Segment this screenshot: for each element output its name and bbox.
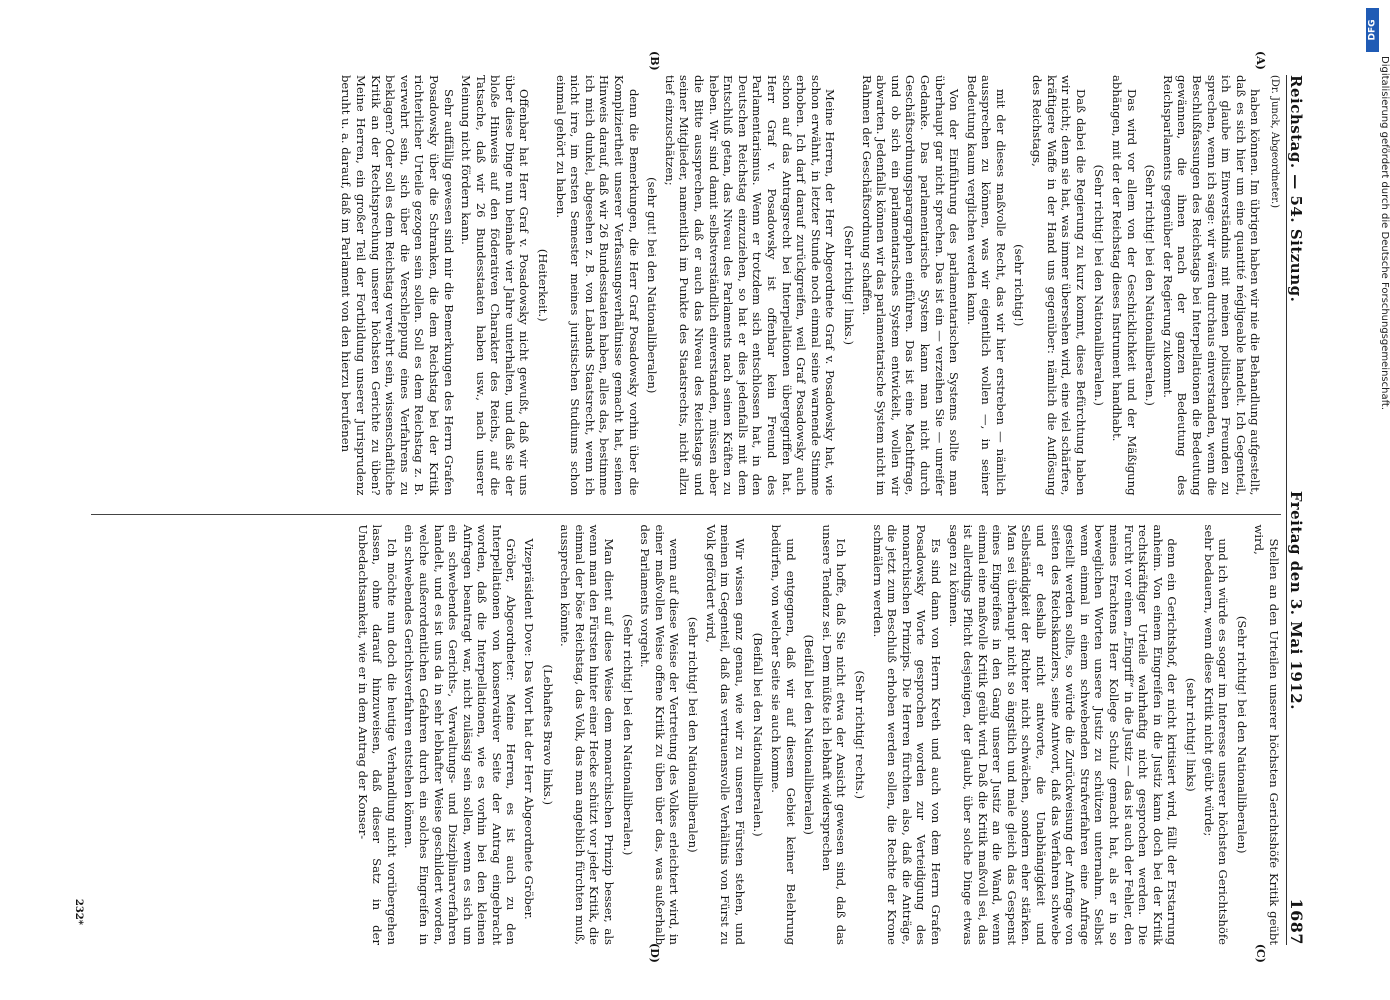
paragraph: mit der dieses maßvolle Recht, das wir hier erstreben — nämlich aussprechen zu können, was wir eigentlich wollen —, in seiner Bedeutung kaum verglichen werden kann. — [964, 75, 1008, 496]
paragraph: Daß dabei die Regierung zu kurz kommt, diese Befürchtung haben wir nicht; denn sie hat, was immer übersehen wird, eine viel schärfere, kräftigere Waffe in der Hand uns gegenüber: nämlich die Auflösung des Reichstags, — [1030, 75, 1088, 496]
dfg-logo-text: DFG — [1367, 19, 1378, 41]
paragraph: Es sind dann von Herrn Kreth und auch von dem Herrn Grafen Posadowsky Worte gesprochen worden zur Verteidigung des monarchischen Prinzips. Die Herren fürchten also, daß die Anträge, die jetzt zum Beschluß erhoben werden sollen, die Rechte der Krone schmälern werden. — [870, 524, 943, 945]
margin-mark-c: (C) — [1254, 943, 1267, 963]
right-paragraphs — [355, 525, 1281, 946]
paragraph: Wir wissen ganz genau, wie wir zu unseren Fürsten stehen, und meinen im Gegenteil, daß das vertrauensvolle Verhältnis von Fürst zu Volk gefördert wird, — [703, 524, 747, 945]
sheet-number: 232* — [73, 898, 84, 925]
paragraph: Man dient auf diese Weise dem monarchischen Prinzip besser, als wenn man den Fürsten hinter einer Hecke schützt vor jeder Kritik, die einmal der böse Reichstag, das Volk, das man angeblich fürchten muß, aussprechen könnte. — [558, 524, 617, 945]
paragraph: wenn auf diese Weise der Vertretung des Volkes erleichtert wird, in einer maßvollen Weise offene Kritik zu üben über das, was außerhalb des Parlaments vorgeht. — [638, 524, 682, 945]
interjection: (sehr richtig!) — [1012, 244, 1027, 327]
paragraph: Stellen an den Urteilen unserer höchsten Gerichtshöfe Kritik geübt wird, — [1252, 524, 1281, 945]
dfg-logo — [1366, 8, 1379, 52]
paragraph: Das wird vor allem von der Geschicklichkeit und der Mäßigung abhängen, mit der der Reichstag dieses Instrument handhabt. — [1110, 75, 1139, 496]
interjection: (Sehr richtig! rechts.) — [852, 670, 867, 800]
interjection: (Sehr richtig! bei den Nationalliberalen.) — [620, 614, 635, 856]
header-left: Reichstag. — 54. Sitzung. — [1287, 75, 1305, 303]
margin-mark-a: (A) — [1254, 51, 1267, 70]
interjection: (Sehr richtig! bei den Nationalliberalen.) — [1143, 164, 1158, 406]
paragraph: und ich würde es sogar im Interesse unserer höchsten Gerichtshöfe sehr bedauern, wenn diese Kritik nicht geübt würde; — [1201, 524, 1231, 945]
right-column — [91, 514, 1281, 946]
interjection: (sehr richtig! links) — [1184, 677, 1199, 792]
paragraph: Meine Herren, der Herr Abgeordnete Graf v. Posadowsky hat, wie schon erwähnt, in letzter Stunde noch einmal seine warnende Stimme erhoben. Ich darf darauf zurückgreifen, weil Graf Posadowsky auch schon auf das Antragsrecht bei Interpellationen übergegriffen hat. Herr Graf v. Posadowsky ist offenbar kein Freund des Parlamentarismus. Wenn er trotzdem sich entschlossen hat, in den Deutschen Reichstag einzuziehen, so hat er dies jedenfalls mit dem Entschluß getan, das Niveau des Parlaments nach seinen Kräften zu heben. Wir sind damit selbstverständlich einverstanden, müssen aber die Bitte aussprechen, daß er auch das Niveau des Reichstags und seiner Mitglieder, namentlich im Punkte des Staatsrechts, nicht allzu tief einzuschätzen; — [662, 75, 838, 496]
left-column — [91, 75, 1281, 496]
interjection: (Sehr richtig! links.) — [841, 225, 856, 345]
paragraph: Sehr auffällig gewesen sind mir die Bemerkungen des Herrn Grafen Posadowsky über die Schranken, die dem Reichstag bei der Kritik richterlicher Urteile gezogen sein sollen. Soll es dem Reichstag z. B. verwehrt sein, sich über die Verschleppung eines Verfahrens zu beklagen? Oder soll es dem Reichstag verwehrt sein, wissenschaftliche Kritik an der Rechtsprechung unserer höchsten Gerichte zu üben? Meine Herren, ein großer Teil der Fortbildung unserer Jurisprudenz beruht u. a. darauf, daß im Parlament von den hierzu berufenen — [339, 75, 456, 496]
margin-mark-b: (B) — [648, 51, 661, 71]
paragraph: Ich hoffe, daß Sie nicht etwa der Ansicht gewesen sind, daß das unsere Tendenz sei. Dem müßte ich lebhaft widersprechen — [819, 524, 849, 945]
header-center: Freitag den 3. Mai 1912. — [1287, 490, 1305, 710]
text-columns — [91, 75, 1281, 945]
paragraph: Vizepräsident Dove: Das Wort hat der Herr Abgeordnete Gröber. — [522, 538, 537, 920]
margin-mark-d: (D) — [648, 943, 661, 963]
paragraph: Von der Einführung des parlamentarischen Systems sollte man überhaupt gar nicht sprechen. Das ist ein — verzeihen Sie — unreifer Gedanke. Das parlamentarische System kann man nicht durch Geschäftsordnungsparagraphen einführen. Das ist eine Machtfrage, und ob sich ein parlamentarisches System entwickelt, wollen wir abwarten. Jedenfalls können wir das parlamentarische System nicht im Rahmen der Geschäftsordnung schaffen. — [859, 75, 962, 496]
page-header — [1286, 75, 1321, 945]
interjection: (Sehr richtig! bei den Nationalliberalen) — [1234, 615, 1249, 854]
digitization-credit: Digitalisierung gefördert durch die Deutsche Forschungsgemeinschaft. — [1379, 56, 1390, 411]
newspaper-page — [71, 45, 1321, 965]
paragraph: und entgegnen, daß wir auf diesem Gebiet keiner Belehrung bedürfen, von welcher Seite sie auch komme. — [769, 524, 798, 945]
interjection: (Heiterkeit.) — [536, 248, 551, 322]
paragraph: Ich möchte nun doch die heutige Verhandlung nicht vorübergehen lassen, ohne darauf hinzuweisen, daß dieser Satz in der Unbedachtsamkeit, wie er in dem Antrag der Konser- — [355, 524, 399, 945]
paragraph: haben können. Im übrigen haben wir nie die Behandlung aufgestellt, daß es sich hier um eine quantité négligeable handelt. Ich Gegenteil, ich glaube im Einverständnis mit meinen politischen Freunden zu sprechen, wenn ich sage: wir wären durchaus einverstanden, wenn die Beschlußfassungen des Reichstags bei Interpellationen die Bedeutung gewännen, die ihnen nach der ganzen Bedeutung des Reichsparlaments gegenüber der Regierung zukommt. — [1160, 75, 1263, 496]
page-number: 1687 — [1287, 898, 1306, 945]
paragraph: denn ein Gerichtshof, der nicht kritisiert wird, fällt der Erstarrung anheim. Von einem Eingreifen in die Justiz kann doch bei der Kritik rechtskräftiger Urteile wahrhaftig nicht gesprochen werden. Die Furcht vor einem „Eingriff“ in die Justiz — das ist auch der Fehler, den meines Erachtens Herr Kollege Schulz gemacht hat, als er in so beweglichen Worten unsere Justiz zu schützen unternahm. Selbst wenn einmal in einem schwebenden Strafverfahren eine Anfrage gestellt werden sollte, so würde die Zurückweisung der Anfrage von seiten des Reichskanzlers, seine Antwort, daß das Verfahren schwebe und er deshalb nicht antworte, die Unabhängigkeit und Selbständigkeit der Richter nicht schwächen, sondern eher stärken. Man sei überhaupt nicht so ängstlich und male gleich das Gespenst eines Eingreifens in den Gang unserer Justiz an die Wand, wenn einmal eine maßvolle Kritik geübt wird. Daß die Kritik maßvoll sei, das ist allerdings Pflicht desjenigen, der glaubt, über solche Dinge etwas sagen zu können. — [946, 524, 1180, 945]
speaker-note: (Dr. Junck, Abgeordneter.) — [1269, 75, 1280, 209]
interjection: (Beifall bei den Nationalliberalen) — [802, 634, 817, 835]
paragraph: Offenbar hat Herr Graf v. Posadowsky nicht gewußt, daß wir uns über diese Dinge nun beinahe vier Jahre unterhalten, und daß sie der bloße Hinweis auf den föderativen Charakter des Reichs, auf die Tatsache, daß wir 26 Bundesstaaten haben usw., nach unserer Meinung nicht fördern kann. — [459, 75, 532, 496]
interjection: (Sehr richtig! bei den Nationalliberalen.) — [1092, 164, 1107, 406]
interjection: (sehr richtig! bei den Nationalliberalen) — [686, 616, 701, 853]
left-paragraphs — [339, 75, 1263, 496]
paragraph: Gröber, Abgeordneter: Meine Herren, es ist auch zu den Interpellationen von konservativer Seite der Antrag eingebracht worden, daß die Interpellationen, wie es vorhin bei den kleinen Anfragen beantragt war, nicht zulässig sein sollen, wenn es sich um ein schwebendes Gerichts-, Verwaltungs- und Disziplinarverfahren handelt, und es ist uns da in sehr lebhafter Weise geschildert worden, welche außerordentlichen Gefahren durch ein solches Eingreifen in ein schwebendes Gerichtsverfahren entstehen können. — [402, 524, 519, 945]
interjection: (Lebhaftes Bravo links.) — [540, 664, 555, 806]
interjection: (sehr gut! bei den Nationalliberalen) — [645, 177, 660, 394]
interjection: (Beifall bei den Nationalliberalen.) — [751, 632, 766, 837]
paragraph: denn die Bemerkungen, die Herr Graf Posadowsky vorhin über die Kompliziertheit unserer Verfassungsverhältnisse gemacht hat, seinen Hinweis darauf, daß wir 26 Bundesstaaten haben, alles das, bestimme ich mich dunkel, abgesehen z. B. von Labands Staatsrecht, wenn ich nicht irre, im ersten Semester meines juristischen Studiums schon einmal gehört zu haben. — [553, 75, 641, 496]
